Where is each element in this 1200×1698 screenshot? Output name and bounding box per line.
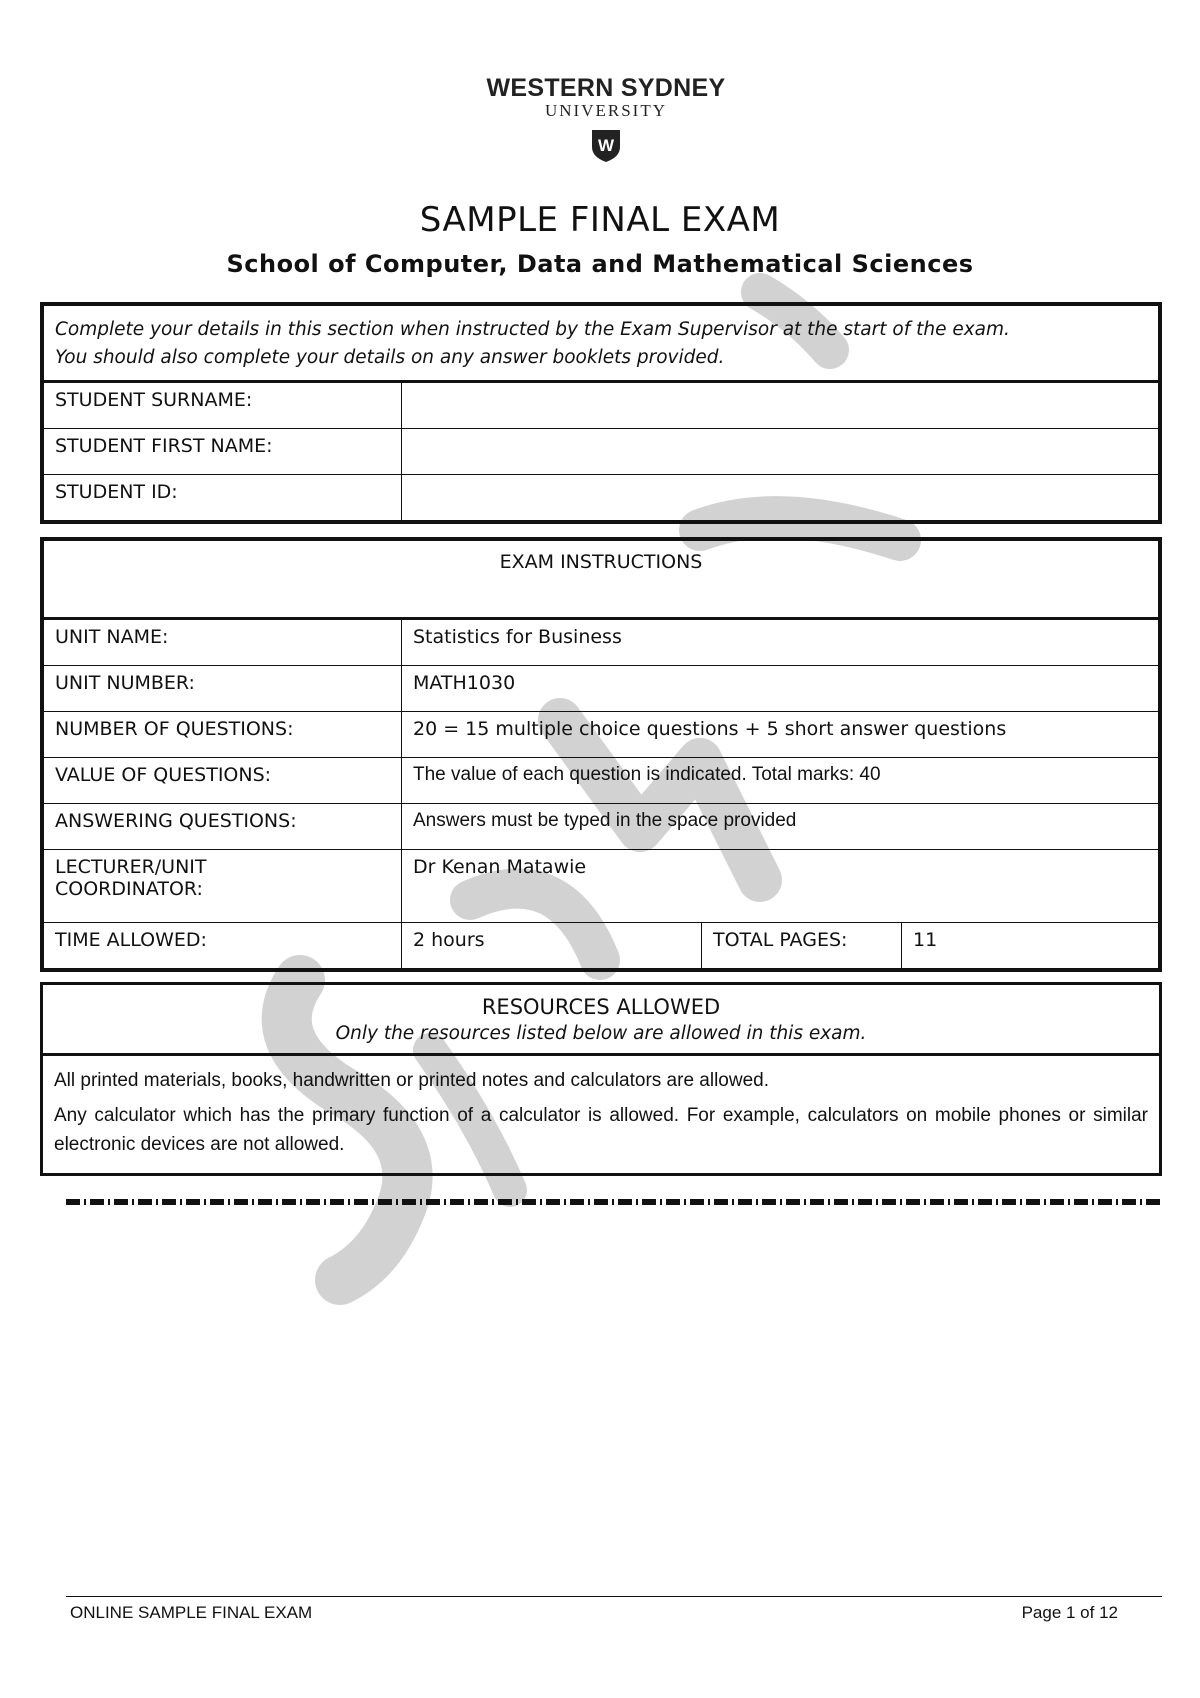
time-allowed-label: TIME ALLOWED: (44, 923, 402, 969)
value-of-questions-label: VALUE OF QUESTIONS: (44, 758, 402, 804)
resources-subheading: Only the resources listed below are allowed in this exam. (335, 1023, 867, 1044)
instructions-heading: EXAM INSTRUCTIONS (44, 541, 1159, 619)
total-pages-value: 11 (902, 923, 1159, 969)
time-allowed-value: 2 hours (402, 923, 702, 969)
school-name: School of Computer, Data and Mathematical Sciences (226, 250, 974, 278)
answering-questions-value: Answers must be typed in the space provided (402, 804, 1159, 850)
student-details-table (43, 305, 1159, 521)
value-of-questions-value: The value of each question is indicated. Total marks: 40 (402, 758, 1159, 804)
first-name-field[interactable] (402, 429, 1159, 475)
unit-number-label: UNIT NUMBER: (44, 666, 402, 712)
first-name-row (44, 429, 1159, 475)
unit-name-row (44, 619, 1159, 666)
resources-allowed-section (40, 982, 1162, 1176)
number-of-questions-row (44, 712, 1159, 758)
logo-wordmark-bottom: UNIVERSITY (545, 101, 667, 120)
unit-name-label: UNIT NAME: (44, 619, 402, 666)
resources-body (43, 1056, 1159, 1173)
footer-page-number: Page 1 of 12 (1021, 1603, 1118, 1622)
lecturer-label-line-1: LECTURER/UNIT (55, 856, 207, 878)
student-id-row (44, 475, 1159, 521)
student-id-label: STUDENT ID: (44, 475, 402, 521)
value-of-questions-row (44, 758, 1159, 804)
exam-instructions-section (40, 537, 1162, 972)
shield-letter: W (597, 136, 615, 155)
exam-instructions-table (43, 540, 1159, 969)
footer-rule (66, 1596, 1162, 1597)
time-pages-row (44, 923, 1159, 969)
shield-icon (591, 129, 621, 163)
surname-row (44, 382, 1159, 429)
university-logo (486, 74, 726, 163)
details-note-line-1: Complete your details in this section when instructed by the Exam Supervisor at the start of the exam. (55, 319, 1010, 340)
first-name-label: STUDENT FIRST NAME: (44, 429, 402, 475)
unit-name-value: Statistics for Business (402, 619, 1159, 666)
unit-number-row (44, 666, 1159, 712)
details-instruction-note (44, 306, 1159, 382)
surname-field[interactable] (402, 382, 1159, 429)
dashed-separator (66, 1197, 1162, 1207)
unit-number-value: MATH1030 (402, 666, 1159, 712)
number-of-questions-label: NUMBER OF QUESTIONS: (44, 712, 402, 758)
logo-wordmark-top: WESTERN SYDNEY (486, 74, 726, 102)
answering-questions-row (44, 804, 1159, 850)
lecturer-label (44, 850, 402, 923)
resources-paragraph-1: All printed materials, books, handwritten or printed notes and calculators are allowed. (54, 1070, 769, 1091)
resources-paragraph-2: Any calculator which has the primary function of a calculator is allowed. For example, calculators on mobile phones or similar electronic devices are not allowed. (54, 1105, 1148, 1155)
resources-heading: RESOURCES ALLOWED (481, 995, 721, 1019)
surname-label: STUDENT SURNAME: (44, 382, 402, 429)
resources-header (43, 985, 1159, 1056)
lecturer-row (44, 850, 1159, 923)
answering-questions-label: ANSWERING QUESTIONS: (44, 804, 402, 850)
total-pages-label: TOTAL PAGES: (702, 923, 902, 969)
page-title: SAMPLE FINAL EXAM (419, 200, 781, 240)
student-details-section (40, 302, 1162, 524)
footer-document-name: ONLINE SAMPLE FINAL EXAM (70, 1603, 313, 1622)
number-of-questions-value: 20 = 15 multiple choice questions + 5 short answer questions (402, 712, 1159, 758)
student-id-field[interactable] (402, 475, 1159, 521)
details-note-line-2: You should also complete your details on any answer booklets provided. (55, 347, 725, 368)
lecturer-label-line-2: COORDINATOR: (55, 878, 203, 900)
lecturer-value: Dr Kenan Matawie (402, 850, 1159, 923)
